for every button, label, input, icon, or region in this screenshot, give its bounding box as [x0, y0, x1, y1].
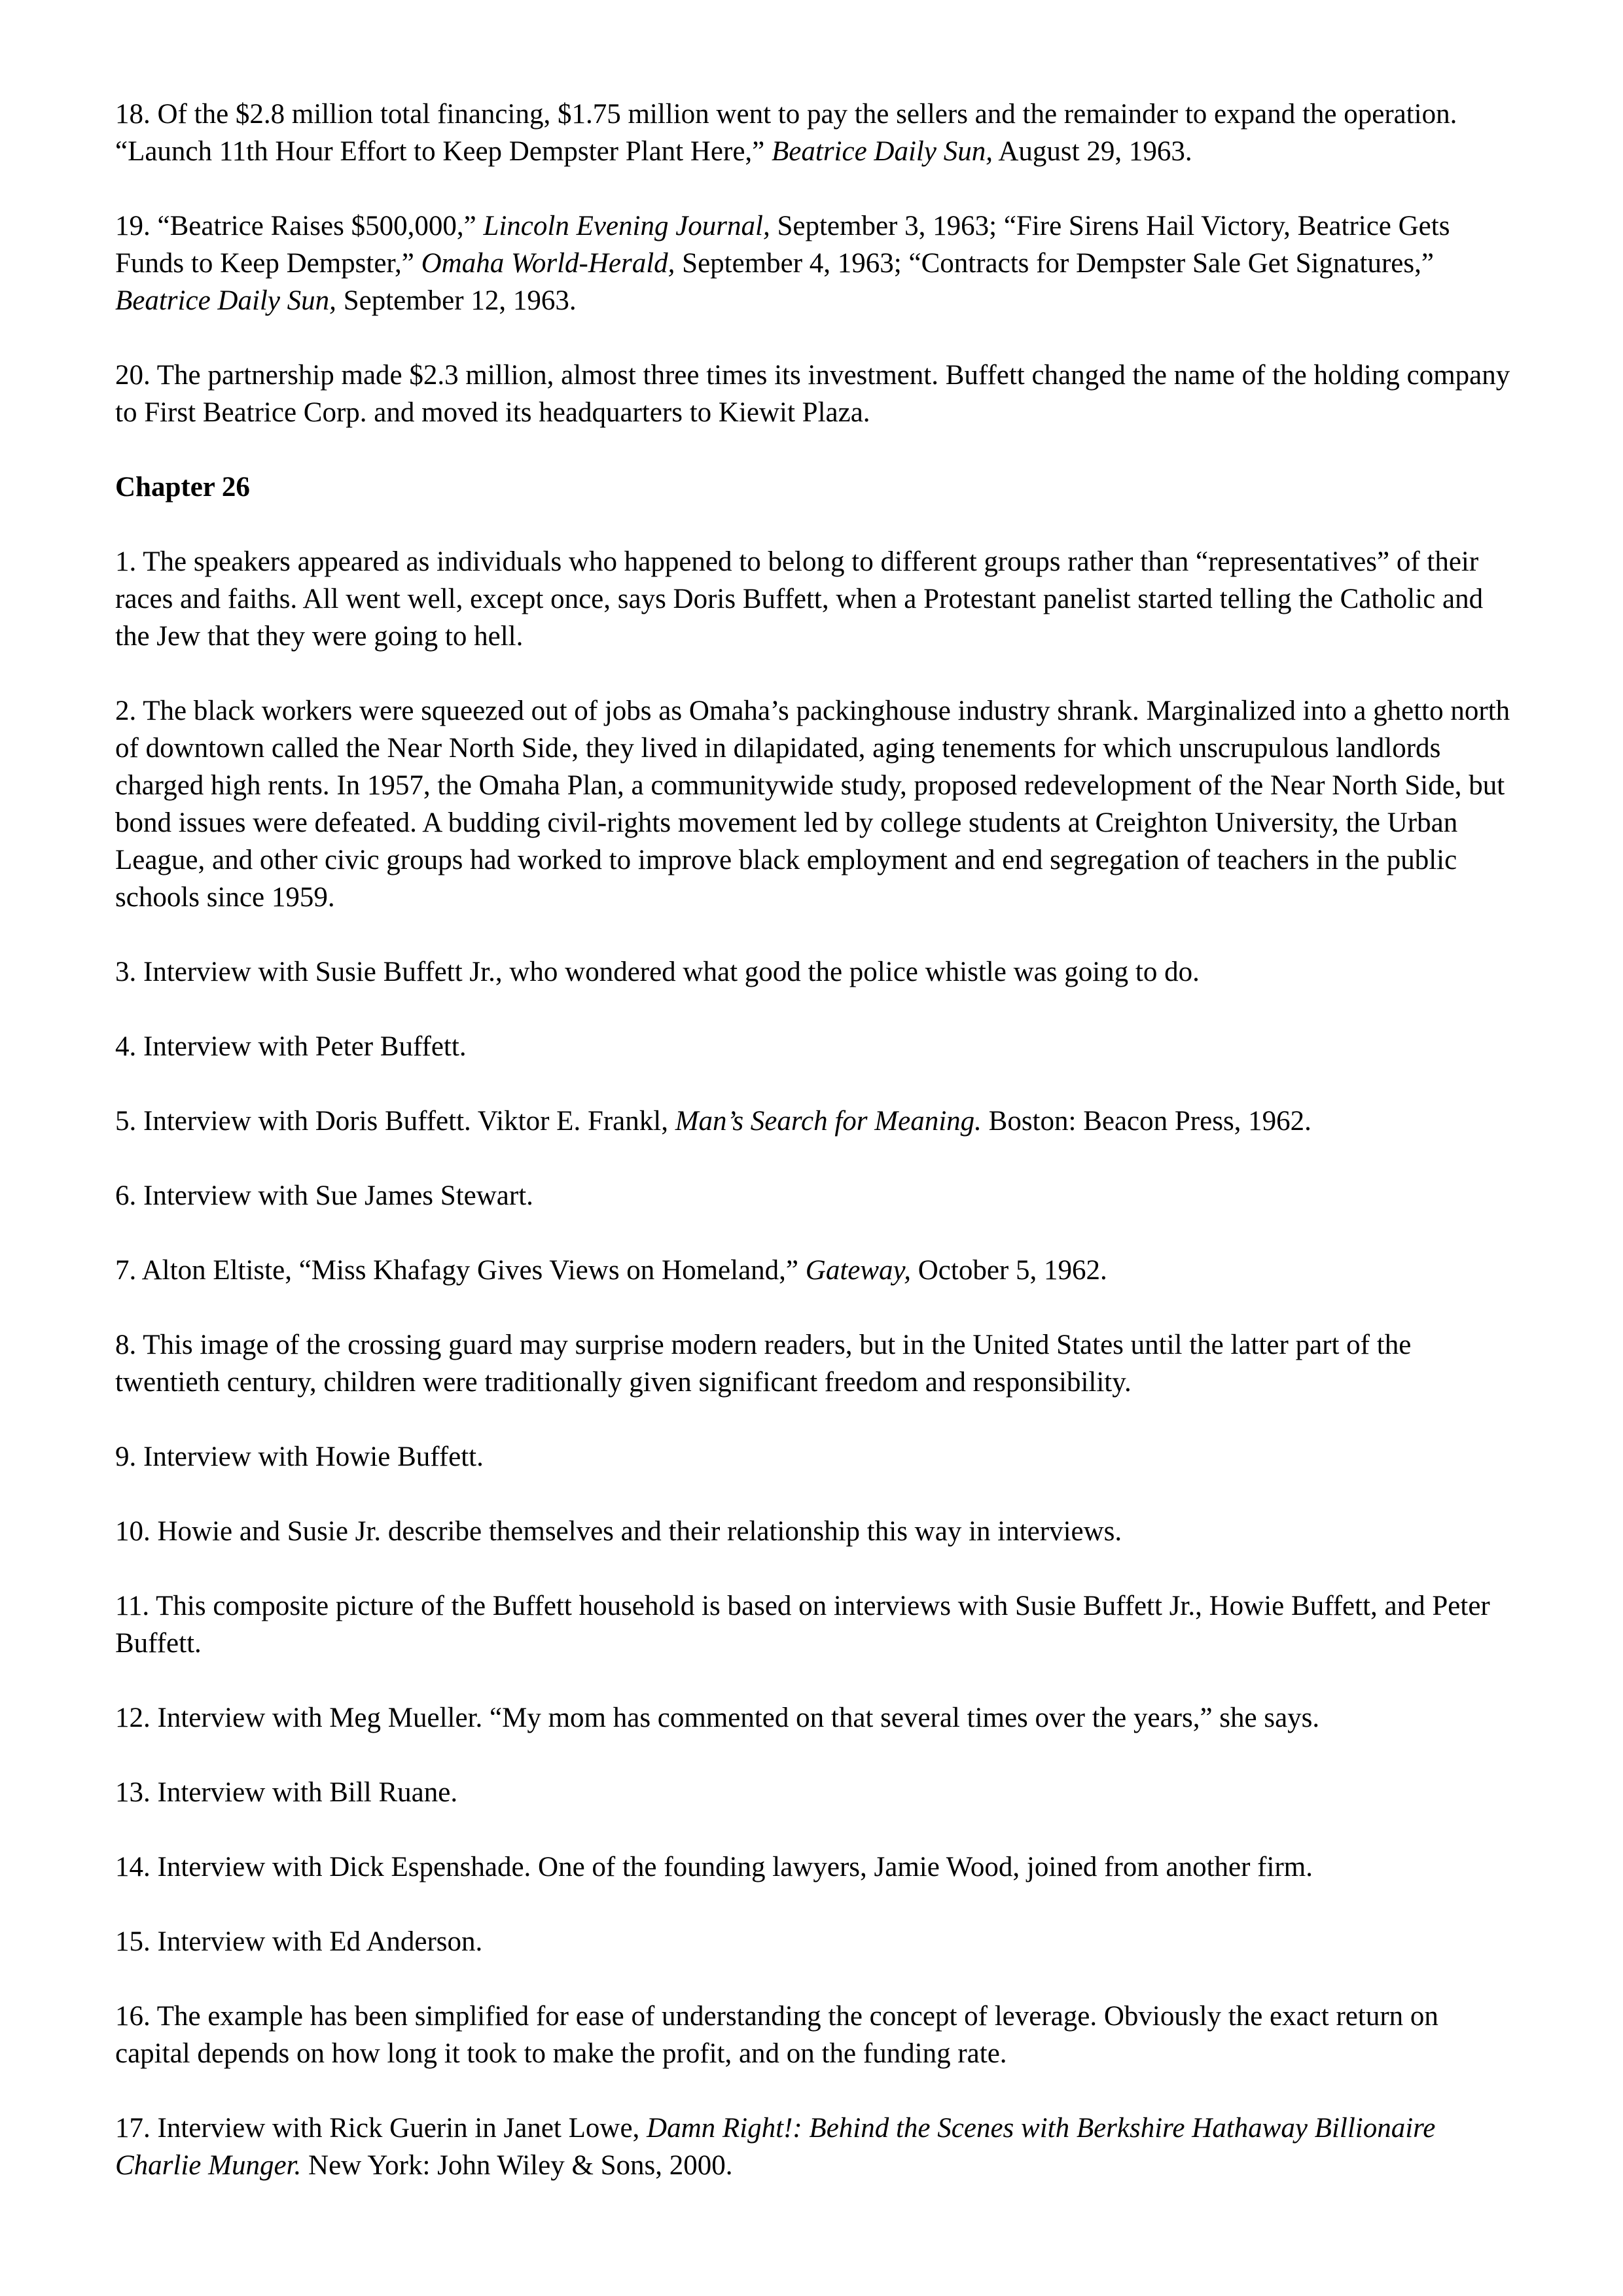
endnote-text: 19. “Beatrice Raises $500,000,” — [115, 211, 484, 241]
endnote-text: 12. Interview with Meg Mueller. “My mom has commented on that several times over the years,” she says. — [115, 1703, 1320, 1733]
endnote-text: 7. Alton Eltiste, “Miss Khafagy Gives Views on Homeland,” — [115, 1255, 806, 1286]
endnote — [115, 1699, 1516, 1737]
endnote — [115, 1438, 1516, 1475]
endnote-text: August 29, 1963. — [992, 136, 1192, 167]
endnote — [115, 1252, 1516, 1289]
endnote-citation-title: Lincoln Evening Journal, — [483, 211, 770, 241]
endnote — [115, 543, 1516, 655]
endnote-text: 8. This image of the crossing guard may surprise modern readers, but in the United States until the latter part of the twentieth century, children were traditionally given significant freedom and responsibility. — [115, 1330, 1412, 1398]
endnote-citation-title: Gateway, — [805, 1255, 911, 1286]
endnote-text: 3. Interview with Susie Buffett Jr., who wondered what good the police whistle was going to do. — [115, 957, 1200, 987]
endnote — [115, 1103, 1516, 1140]
endnote-text: September 3, 1963; “Fire Sirens Hail Victory, Beatrice Gets Funds to Keep Dempster,” — [115, 211, 1450, 279]
notes-after-list — [115, 543, 1516, 2184]
endnote-text: 15. Interview with Ed Anderson. — [115, 1926, 483, 1957]
endnote — [115, 1513, 1516, 1550]
endnote-text: 6. Interview with Sue James Stewart. — [115, 1180, 533, 1211]
endnote — [115, 1028, 1516, 1065]
endnote-text: New York: John Wiley & Sons, 2000. — [301, 2150, 733, 2181]
endnote — [115, 96, 1516, 170]
endnote-text: Boston: Beacon Press, 1962. — [981, 1106, 1311, 1137]
endnote — [115, 357, 1516, 431]
endnote-text: 10. Howie and Susie Jr. describe themselves and their relationship this way in interviews. — [115, 1516, 1122, 1547]
endnote — [115, 2110, 1516, 2184]
chapter-heading: Chapter 26 — [115, 472, 250, 503]
endnote-text: 20. The partnership made $2.3 million, almost three times its investment. Buffett changed the name of the holding company to First Beatrice Corp. and moved its headquarters to Kiewit Plaza. — [115, 360, 1510, 428]
endnote-text: 18. Of the $2.8 million total financing, $1.75 million went to pay the sellers and the remainder to expand the operation. “Launch 11th Hour Effort to Keep Dempster Plant Here,” — [115, 99, 1457, 167]
endnote-text: October 5, 1962. — [911, 1255, 1107, 1286]
endnote-citation-title: Damn Right!: Behind the Scenes with Berkshire Hathaway Billionaire Charlie Munger. — [115, 2113, 1436, 2181]
endnote-citation-title: Beatrice Daily Sun, — [772, 136, 993, 167]
endnote-text: 13. Interview with Bill Ruane. — [115, 1777, 458, 1808]
endnote — [115, 207, 1516, 319]
endnote — [115, 1998, 1516, 2072]
endnote-text: 1. The speakers appeared as individuals who happened to belong to different groups rather than “representatives” of their races and faiths. All went well, except once, says Doris Buffett, when a Protestant panelist started telling the Catholic and the Jew that they were going to hell. — [115, 546, 1484, 652]
endnote — [115, 1177, 1516, 1214]
endnote-text: September 4, 1963; “Contracts for Dempster Sale Get Signatures,” — [675, 248, 1434, 279]
endnote-citation-title: Man’s Search for Meaning. — [675, 1106, 982, 1137]
endnote — [115, 953, 1516, 991]
endnotes-page — [115, 96, 1516, 2221]
endnote-citation-title: Beatrice Daily Sun, — [115, 285, 336, 316]
endnote-text: 11. This composite picture of the Buffett household is based on interviews with Susie Buffett Jr., Howie Buffett, and Peter Buffett. — [115, 1591, 1490, 1659]
endnote-text: 14. Interview with Dick Espenshade. One of the founding lawyers, Jamie Wood, joined from another firm. — [115, 1852, 1313, 1882]
endnote-text: September 12, 1963. — [336, 285, 577, 316]
endnote — [115, 1774, 1516, 1811]
endnote-text: 17. Interview with Rick Guerin in Janet Lowe, — [115, 2113, 647, 2144]
endnote-text: 5. Interview with Doris Buffett. Viktor E. Frankl, — [115, 1106, 675, 1137]
endnote — [115, 1587, 1516, 1662]
endnote — [115, 1923, 1516, 1960]
notes-before-list — [115, 96, 1516, 431]
endnote-text: 9. Interview with Howie Buffett. — [115, 1441, 484, 1472]
endnote-text: 4. Interview with Peter Buffett. — [115, 1031, 467, 1062]
endnote — [115, 1326, 1516, 1401]
endnote — [115, 692, 1516, 916]
endnote-text: 2. The black workers were squeezed out of jobs as Omaha’s packinghouse industry shrank. Marginalized into a ghetto north of downtown called the Near North Side, they lived in dilapidated, aging tenements for which unscrupulous landlords charged high rents. In 1957, the Omaha Plan, a communitywide study, proposed redevelopment of the Near North Side, but bond issues were defeated. A budding civil-rights movement led by college students at Creighton University, the Urban League, and other civic groups had worked to improve black employment and end segregation of teachers in the public schools since 1959. — [115, 696, 1510, 913]
endnote-citation-title: Omaha World-Herald, — [421, 248, 675, 279]
endnote-text: 16. The example has been simplified for ease of understanding the concept of leverage. Obviously the exact return on capital depends on how long it took to make the profit, and on the funding rate. — [115, 2001, 1438, 2069]
endnote — [115, 1848, 1516, 1886]
